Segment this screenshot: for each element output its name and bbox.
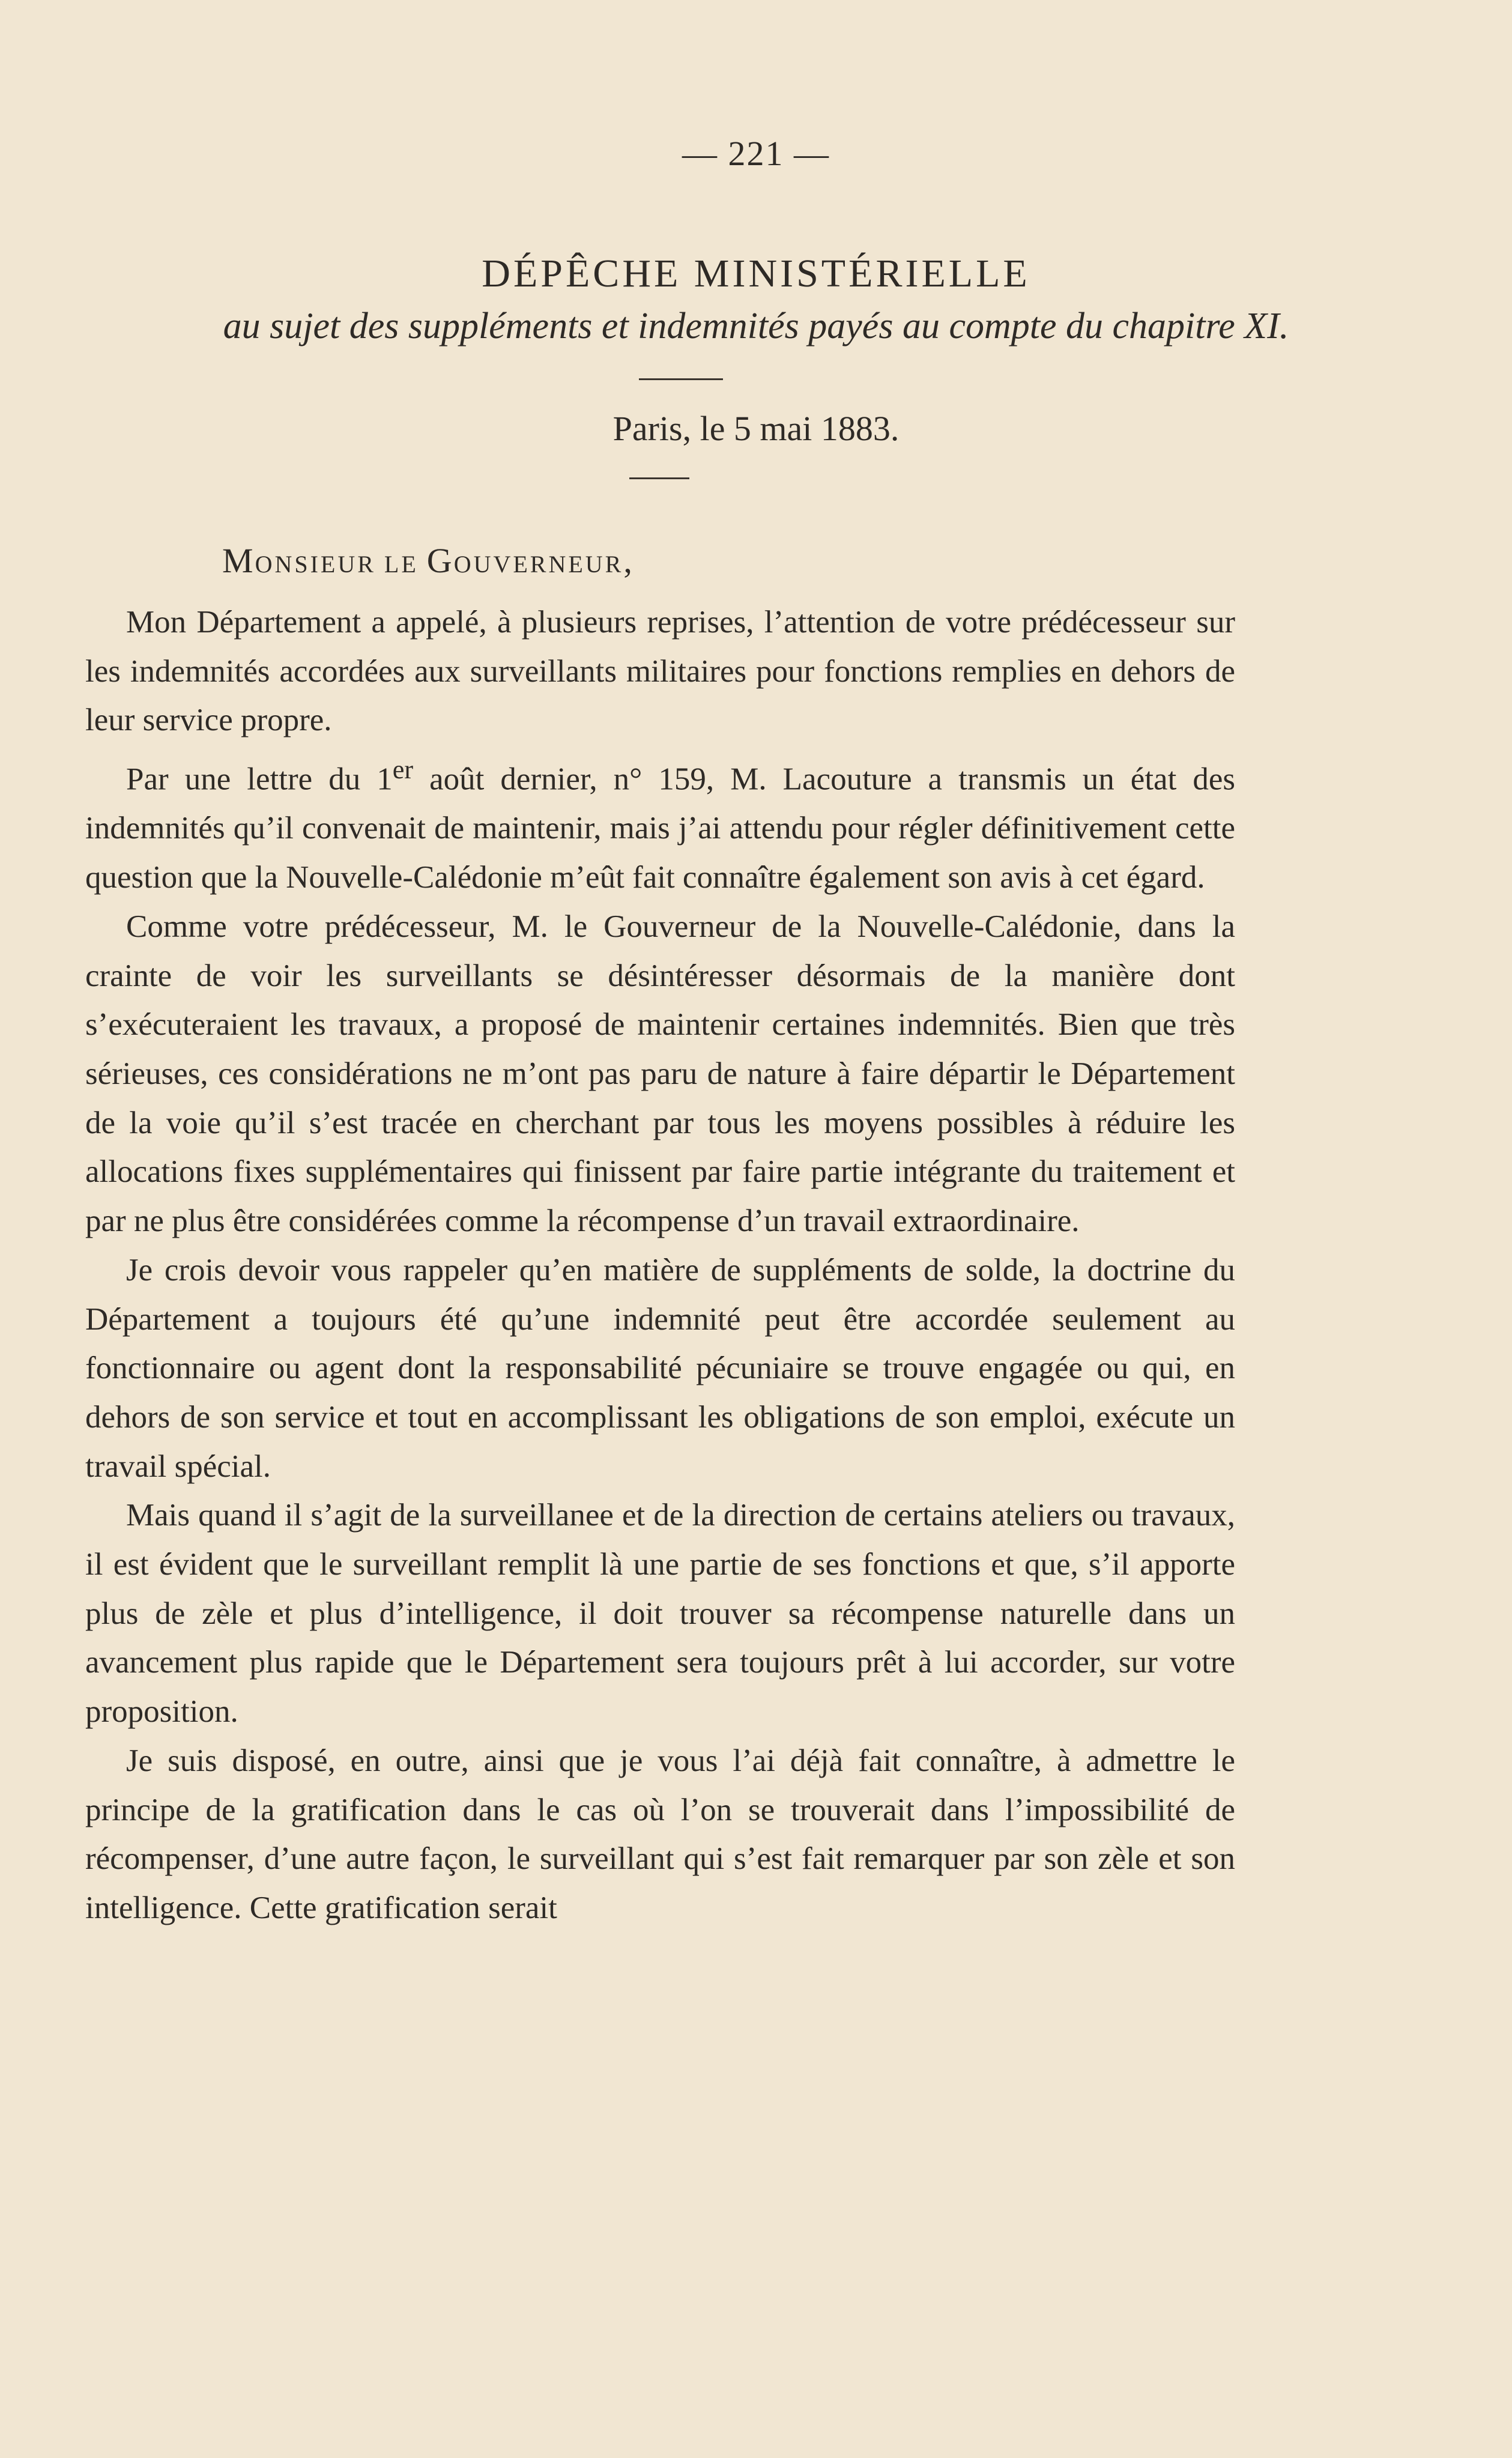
salutation-initial-m: M: [222, 541, 255, 580]
document-title: DÉPÊCHE MINISTÉRIELLE: [482, 252, 1030, 295]
paragraph-6: Je suis disposé, en outre, ainsi que je vous l’ai déjà fait connaître, à admettre le principe de la gratification dans le cas où l’on se trouverait dans l’impossibilité de récompenser, d’une autre façon, le surveillant qui s’est fait remarquer par son zèle et son intelligence. Cette gratification serait: [85, 1743, 1235, 1925]
paragraph-5: Mais quand il s’agit de la surveillanee et de la direction de certains ateliers ou travaux, il est évident que le surveillant remplit là une partie de ses fonctions et que, s’il apporte plus de zèle et plus d’intelligence, il doit trouver sa récompense naturelle dans un avancement plus rapide que le Département sera toujours prêt à lui accorder, sur votre proposition.: [85, 1498, 1235, 1730]
salutation-ouverneur: OUVERNEUR: [453, 551, 624, 578]
page-number: — 221 —: [682, 134, 830, 173]
divider-rule-short: [629, 477, 689, 479]
paragraph-1: Mon Département a appelé, à plusieurs reprises, l’attention de votre prédécesseur sur les indemnités accordées aux surveillants militaires pour fonctions remplies en dehors de leur service propre.: [85, 605, 1235, 738]
paragraph-3: Comme votre prédécesseur, M. le Gouverneur de la Nouvelle-Calédonie, dans la crainte de voir les surveillants se désintéresser désormais de la manière dont s’exécuteraient les travaux, a proposé de maintenir certaines indemnités. Bien que très sérieuses, ces considérations ne m’ont pas paru de nature à faire départir le Département de la voie qu’il s’est tracée en cherchant par tous les moyens possibles à réduire les allocations fixes supplémentaires qui finissent par faire partie intégrante du traitement et par ne plus être considérées comme la récompense d’un travail extraordinaire.: [85, 909, 1235, 1239]
salutation-onsieur: ONSIEUR: [255, 551, 376, 578]
paragraph-4: Je crois devoir vous rappeler qu’en matière de suppléments de solde, la doctrine du Département a toujours été qu’une indemnité peut être accordée seulement au fonctionnaire ou agent dont la responsabilité pécuniaire se trouve engagée ou qui, en dehors de son service et tout en accomplissant les obligations de son emploi, exécute un travail spécial.: [85, 1252, 1235, 1484]
document-subtitle: au sujet des suppléments et indemnités payés au compte du chapitre XI.: [223, 306, 1289, 347]
paragraph-2-rest: août dernier, n° 159, M. Lacouture a transmis un état des indemnités qu’il convenait de maintenir, mais j’ai attendu pour régler définitivement cette question que la Nouvelle-Calédonie m’eût fait connaître également son avis à cet égard.: [85, 761, 1236, 895]
superscript-er: er: [392, 755, 414, 785]
salutation-le: LE: [375, 551, 427, 578]
salutation-comma: ,: [623, 541, 634, 580]
salutation: [222, 540, 634, 581]
paragraph-2: [85, 745, 1235, 903]
letter-body: [85, 598, 1235, 1933]
divider-rule: [639, 378, 723, 380]
salutation-initial-g: G: [426, 541, 454, 580]
paragraph-2-start: Par une lettre du 1: [126, 761, 393, 797]
dateline: Paris, le 5 mai 1883.: [612, 409, 900, 448]
